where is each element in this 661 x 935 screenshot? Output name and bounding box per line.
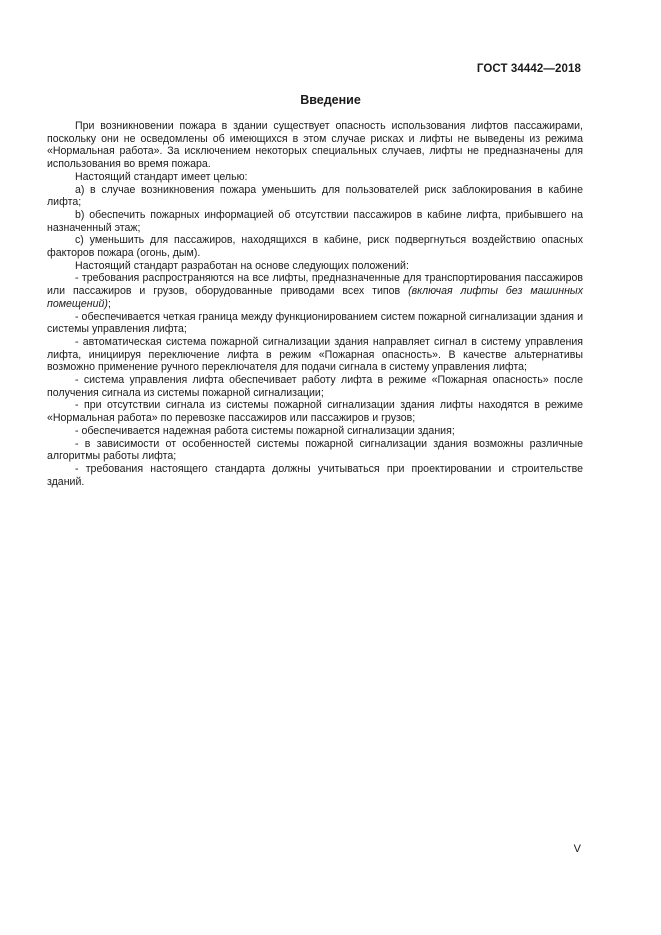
goal-item-b: b) обеспечить пожарных информацией об отсутствии пассажиров в кабине лифта, прибывшего на назначенный этаж; [47,208,583,234]
principle-item: - обеспечивается надежная работа системы пожарной сигнализации здания; [75,424,455,437]
document-code: ГОСТ 34442—2018 [476,63,581,75]
page-number: V [573,843,581,855]
principle-item: - обеспечивается четкая граница между функционированием систем пожарной сигнализации здания и системы управления лифта; [47,310,583,336]
goal-item-c: c) уменьшить для пассажиров, находящихся в кабине, риск подвергнуться воздействию опасных факторов пожара (огонь, дым). [47,234,583,260]
principle-item: - система управления лифта обеспечивает работу лифта в режиме «Пожарная опасность» после получения сигнала из системы пожарной сигнализации; [47,374,583,399]
intro-paragraph: При возникновении пожара в здании существует опасность использования лифтов пассажирами, поскольку они не осведомлены об имеющихся в этом случае рисках и лифты не выведены из режима «Нормальная работа». За исключением некоторых специальных случаев, лифты не предназначены для использования во время пожара. [47,120,583,171]
principle-italic-note: (включая лифты без машинных помещений) [47,285,583,310]
principle-text: - требования распространяются на все лифты, предназначенные для транспортирования пассажиров или пассажиров и грузов, оборудованные приводами всех типов [47,272,583,298]
goal-lead: Настоящий стандарт имеет целью: [75,170,248,183]
body-text [47,120,583,488]
section-title: Введение [300,93,361,107]
principles-lead: Настоящий стандарт разработан на основе следующих положений: [75,259,409,272]
principle-item: - автоматическая система пожарной сигнализации здания направляет сигнал в систему управления лифта, инициируя переключение лифта в режим «Пожарная опасность». В качестве альтернативы возможно применение ручного переключателя для подачи сигнала в систему управления лифта; [47,335,583,374]
principle-item: - требования настоящего стандарта должны учитываться при проектировании и строительстве зданий. [47,462,583,488]
principle-tail: ; [107,297,111,310]
goal-item-a: a) в случае возникновения пожара уменьшить для пользователей риск заблокирования в кабине лифта; [47,183,583,209]
principle-item: - при отсутствии сигнала из системы пожарной сигнализации здания лифты находятся в режиме «Нормальная работа» по перевозке пассажиров или пассажиров и грузов; [47,399,583,425]
principle-item: - в зависимости от особенностей системы пожарной сигнализации здания возможны различные алгоритмы работы лифта; [47,437,583,463]
principle-item [47,272,583,310]
